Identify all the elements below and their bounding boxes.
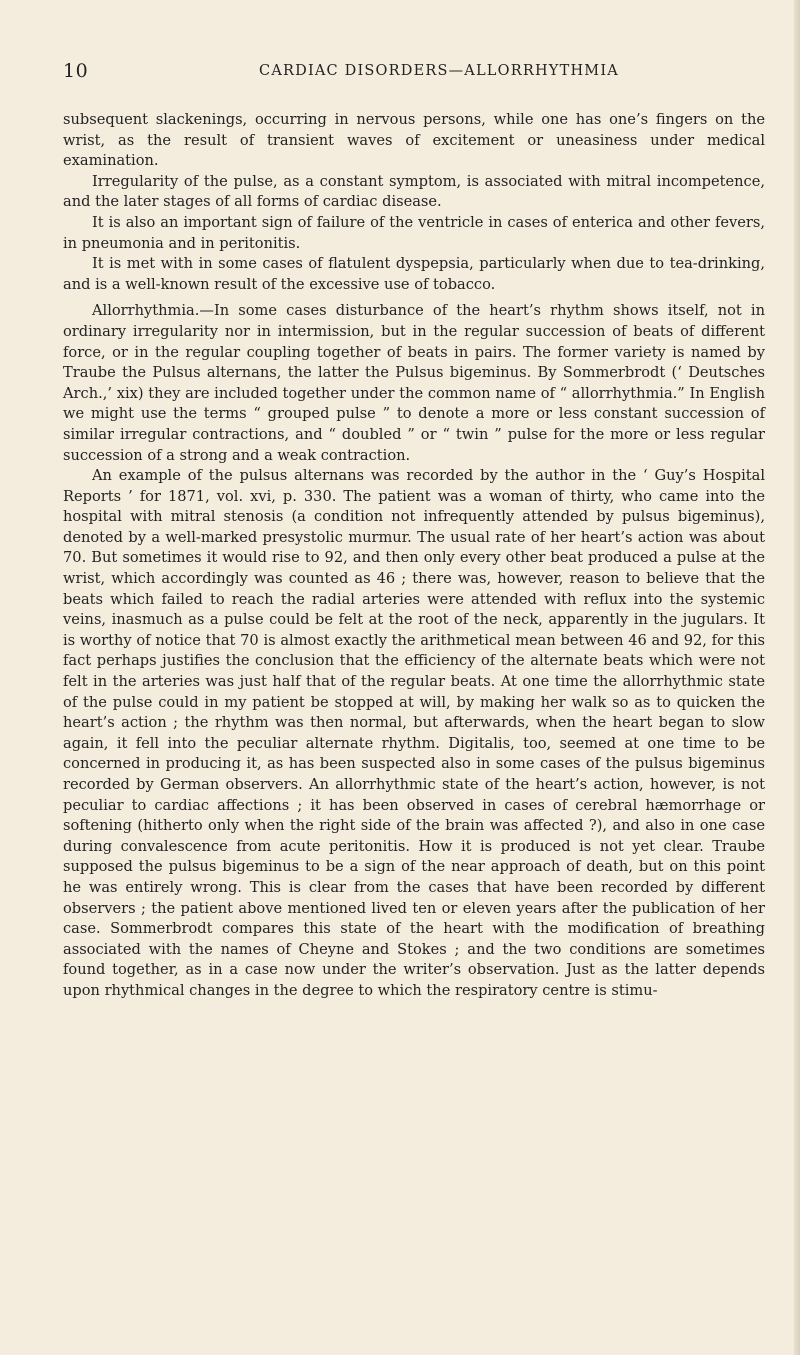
running-head: CARDIAC DISORDERS—ALLORRHYTHMIA (259, 63, 619, 79)
paragraph-dyspepsia: It is met with in some cases of flatulent dyspepsia, particularly when due to tea-drinking, and is a well-known result of the excessive use of tobacco. (63, 255, 765, 293)
paragraph-failure-sign: It is also an important sign of failure of the ventricle in cases of enterica and other fevers, in pneumonia and in peritonitis. (63, 213, 765, 252)
page-number: 10 (63, 60, 89, 82)
page-edge-shadow (794, 0, 800, 1355)
paragraph-irregularity: Irregularity of the pulse, as a constant symptom, is associated with mitral incompetence, and the later stages of all forms of cardiac disease. (63, 172, 765, 211)
body-text (63, 110, 765, 1002)
paragraph-allorrhythmia: Allorrhythmia.—In some cases disturbance of the heart’s rhythm shows itself, not in ordinary irregularity nor in intermission, but in the regular succession of beats of different force, or in the regular coupling together of beats in pairs. The former variety is named by Traube the Pulsus alternans, the latter the Pulsus bigeminus. By Sommerbrodt (‘ Deutsches Arch.,’ xix) they are included together under the common name of “ allorrhythmia.” In English we might use the terms “ grouped pulse ” to denote a more or less constant succession of similar irregular contractions, and “ doubled ” or “ twin ” pulse for the more or less regular succession of a strong and a weak contraction. (63, 302, 765, 464)
paragraph-example: An example of the pulsus alternans was recorded by the author in the ‘ Guy’s Hospital Reports ’ for 1871, vol. xvi, p. 330. The patient was a woman of thirty, who came into the hospital with mitral stenosis (a condition not infrequently attended by pulsus bigeminus), denoted by a well-marked presystolic murmur. The usual rate of her heart’s action was about 70. But sometimes it would rise to 92, and then only every other beat produced a pulse at the wrist, which accordingly was counted as 46 ; there was, however, reason to believe that the beats which failed to reach the radial arteries were attended with reflux into the systemic veins, inasmuch as a pulse could be felt at the root of the neck, apparently in the jugulars. It is worthy of notice that 70 is almost exactly the arithmetical mean between 46 and 92, for this fact perhaps justifies the conclusion that the efficiency of the alternate beats which were not felt in the arteries was just half that of the regular beats. At one time the allorrhythmic state of the pulse could in my patient be stopped at will, by making her walk so as to quicken the heart’s action ; the rhythm was then normal, but afterwards, when the heart began to slow again, it fell into the peculiar alternate rhythm. Digitalis, too, seemed at one time to be concerned in producing it, as has been suspected also in some cases of the pulsus bigeminus recorded by German observers. An allorrhythmic state of the heart’s action, however, is not peculiar to cardiac affections ; it has been observed in cases of cerebral hæmorrhage or softening (hitherto only when the right side of the brain was affected ?), and also in one case during convalescence from acute peritonitis. How it is produced is not yet clear. Traube supposed the pulsus bigeminus to be a sign of the near approach of death, but on this point he was entirely wrong. This is clear from the cases that have been recorded by different observers ; the patient above mentioned lived ten or eleven years after the publication of her case. Sommerbrodt compares this state of the heart with the modification of breathing associated with the names of Cheyne and Stokes ; and the two conditions are sometimes found together, as in a case now under the writer’s observation. Just as the latter depends upon rhythmical changes in the degree to which the respiratory centre is stimu- (63, 467, 765, 999)
page-header (63, 60, 765, 82)
paragraph-continuation: subsequent slackenings, occurring in nervous persons, while one has one’s fingers on the wrist, as the result of transient waves of excitement or uneasiness under medical examination. (63, 111, 765, 170)
